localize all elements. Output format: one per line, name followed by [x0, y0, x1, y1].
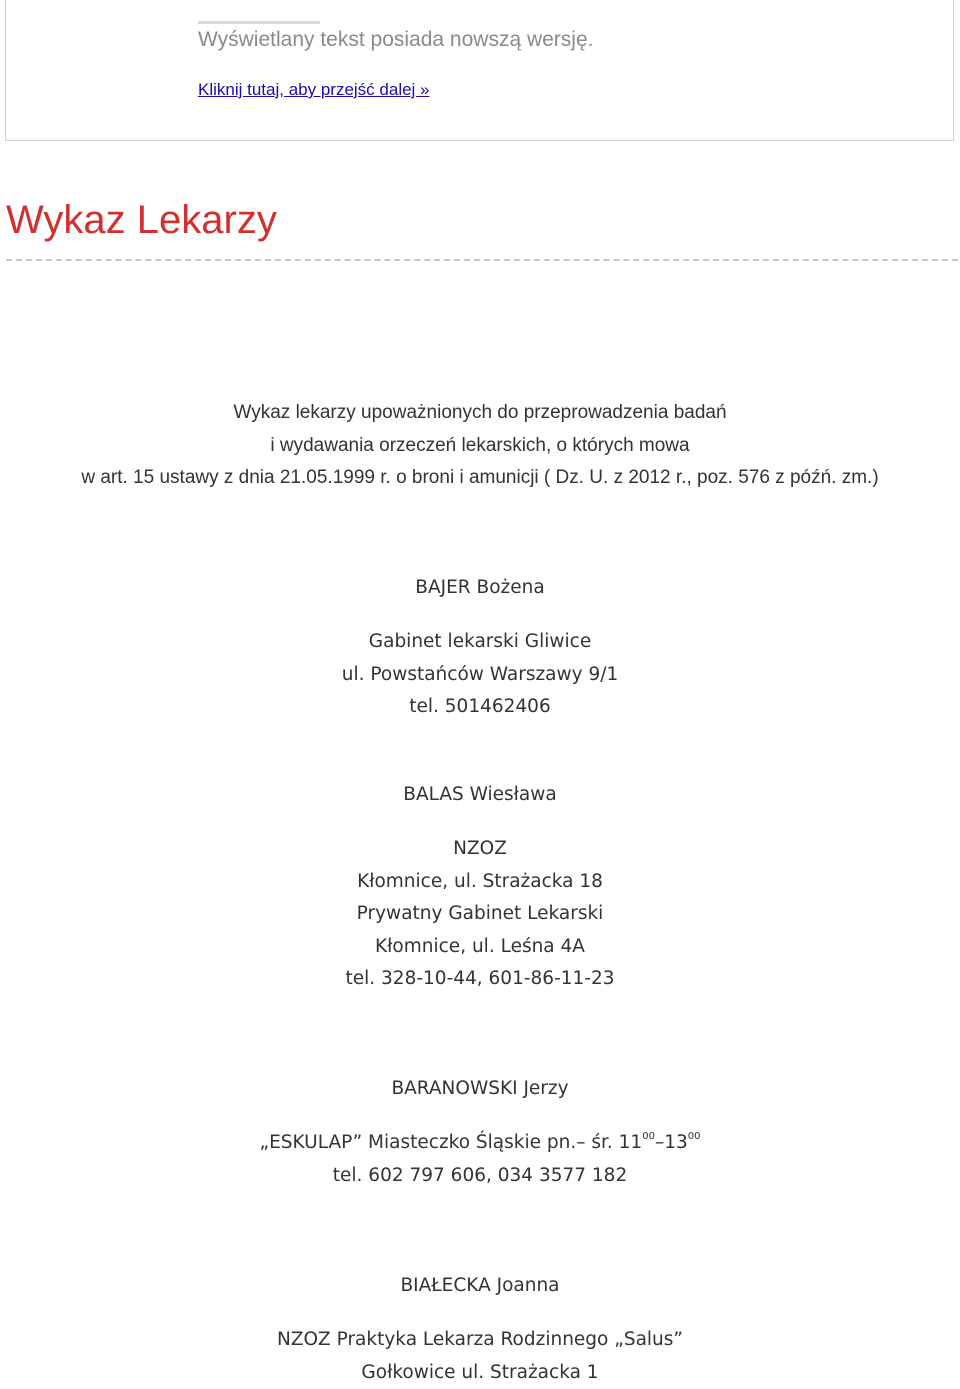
doctor-phone: tel. 501462406	[409, 696, 551, 718]
continue-link[interactable]: Kliknij tutaj, aby przejść dalej »	[198, 80, 430, 99]
title-divider	[6, 259, 958, 261]
hours-superscript: 00	[687, 1131, 701, 1143]
doctor-detail-line: NZOZ Praktyka Lekarza Rodzinnego „Salus”	[276, 1329, 683, 1351]
doctor-detail-line: Prywatny Gabinet Lekarski	[356, 903, 604, 925]
doctor-detail-line: Kłomnice, ul. Strażacka 18	[357, 870, 603, 892]
doctor-entry-balas	[0, 779, 960, 995]
intro-line: w art. 15 ustawy z dnia 21.05.1999 r. o broni i amunicji ( Dz. U. z 2012 r., poz. 576 z późń. zm.)	[81, 467, 879, 488]
doctor-detail-line: Gabinet lekarski Gliwice	[368, 631, 592, 653]
doctor-detail-line: Kłomnice, ul. Leśna 4A	[375, 935, 585, 957]
office-hours-line	[0, 1127, 960, 1159]
doctor-detail-line: ul. Powstańców Warszawy 9/1	[341, 663, 619, 685]
hours-superscript: 00	[642, 1131, 655, 1143]
notice-divider	[198, 21, 320, 24]
doctor-phone: tel. 602 797 606, 034 3577 182	[332, 1164, 628, 1186]
doctor-entry-bialecka	[0, 1270, 960, 1389]
version-notice-box	[5, 0, 954, 141]
doctor-entry-bajer	[0, 572, 960, 724]
doctor-name: BIAŁECKA Joanna	[400, 1275, 560, 1296]
doctor-name: BAJER Bożena	[415, 577, 545, 598]
doctor-detail-line: NZOZ	[453, 838, 507, 860]
office-hours-text: –13	[654, 1132, 688, 1154]
doctor-name: BARANOWSKI Jerzy	[391, 1078, 569, 1099]
doctor-name: BALAS Wiesława	[403, 784, 557, 805]
intro-line: i wydawania orzeczeń lekarskich, o których mowa	[270, 434, 690, 456]
doctor-phone: tel. 328-10-44, 601-86-11-23	[345, 968, 615, 990]
doctor-detail-line: Gołkowice ul. Strażacka 1	[361, 1361, 599, 1383]
page-title: Wykaz Lekarzy	[6, 198, 277, 242]
intro-paragraph	[0, 397, 960, 495]
doctor-entry-baranowski	[0, 1073, 960, 1192]
office-hours-text: „ESKULAP” Miasteczko Śląskie pn.– śr. 11	[259, 1132, 643, 1154]
intro-line: Wykaz lekarzy upoważnionych do przeprowadzenia badań	[233, 402, 727, 423]
notice-text: Wyświetlany tekst posiada nowszą wersję.	[198, 28, 594, 51]
